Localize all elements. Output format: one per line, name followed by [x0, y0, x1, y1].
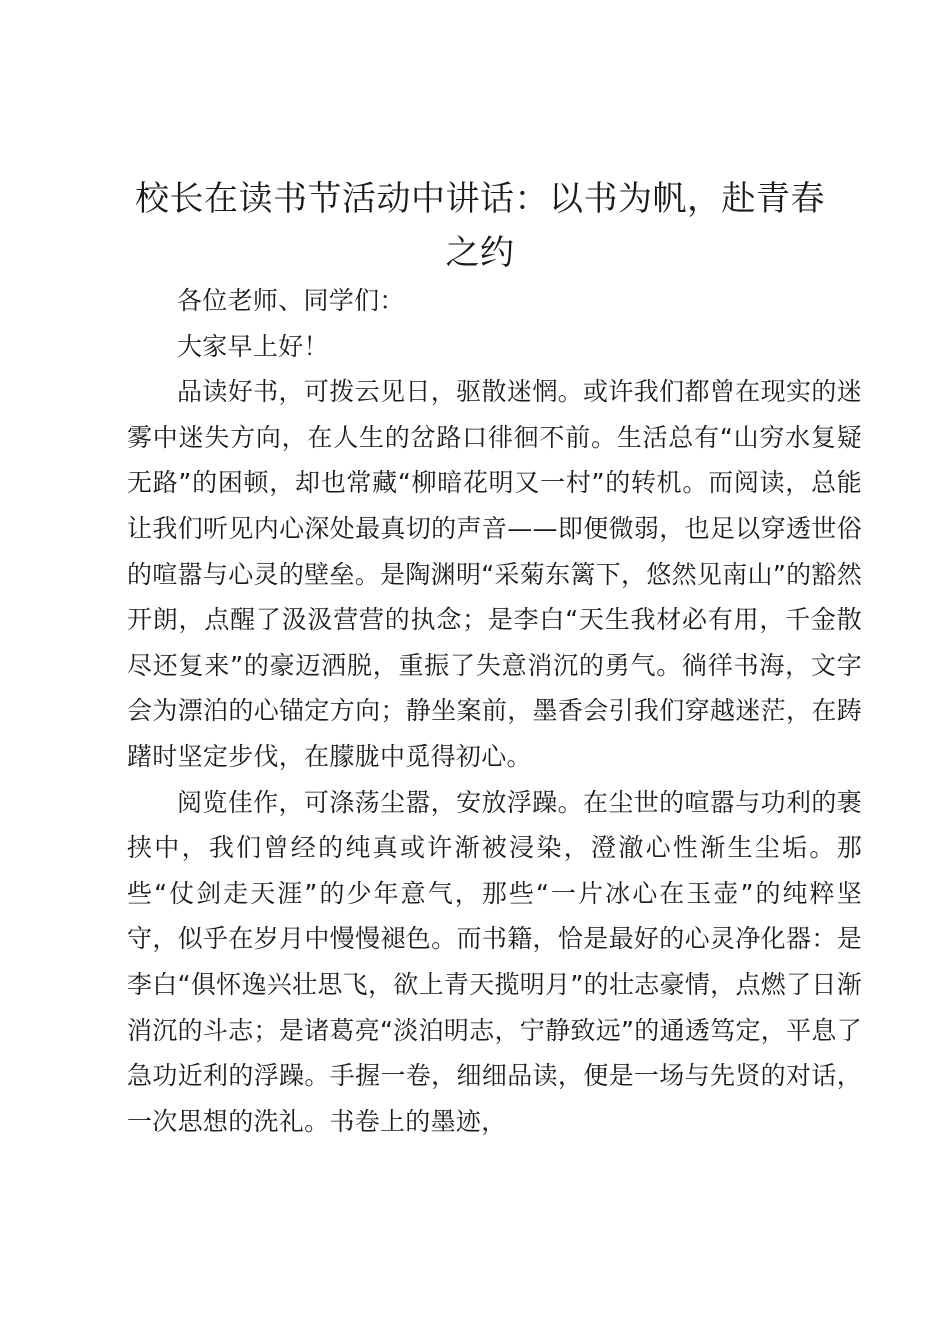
body-paragraph-2: 阅览佳作，可涤荡尘嚣，安放浮躁。在尘世的喧嚣与功利的裹挟中，我们曾经的纯真或许渐被浸染，澄澈心性渐生尘垢。那些“仗剑走天涯”的少年意气，那些“一片冰心在玉壶”的纯粹坚守，似乎在岁月中慢慢褪色。而书籍，恰是最好的心灵净化器：是李白“俱怀逸兴壮思飞，欲上青天揽明月”的壮志豪情，点燃了日渐消沉的斗志；是诸葛亮“淡泊明志，宁静致远”的通透笃定，平息了急功近利的浮躁。手握一卷，细细品读，便是一场与先贤的对话，一次思想的洗礼。书卷上的墨迹，: [127, 787, 862, 1136]
body-paragraph-1: 品读好书，可拨云见日，驱散迷惘。或许我们都曾在现实的迷雾中迷失方向，在人生的岔路口徘徊不前。生活总有“山穷水复疑无路”的困顿，却也常藏“柳暗花明又一村”的转机。而阅读，总能让我们听见内心深处最真切的声音——即便微弱，也足以穿透世俗的喧嚣与心灵的壁垒。是陶渊明“采菊东篱下，悠然见南山”的豁然开朗，点醒了汲汲营营的执念；是李白“天生我材必有用，千金散尽还复来”的豪迈洒脱，重振了失意消沉的勇气。徜徉书海，文字会为漂泊的心锚定方向；静坐案前，墨香会引我们穿越迷茫，在踌躇时坚定步伐，在朦胧中觅得初心。: [127, 377, 862, 771]
document-title: 校长在读书节活动中讲话：以书为帆，赴青春之约: [135, 179, 825, 273]
salutation-paragraph: 各位老师、同学们：: [177, 286, 405, 315]
greeting-paragraph: 大家早上好！: [177, 331, 329, 361]
document-body: [127, 278, 862, 1144]
